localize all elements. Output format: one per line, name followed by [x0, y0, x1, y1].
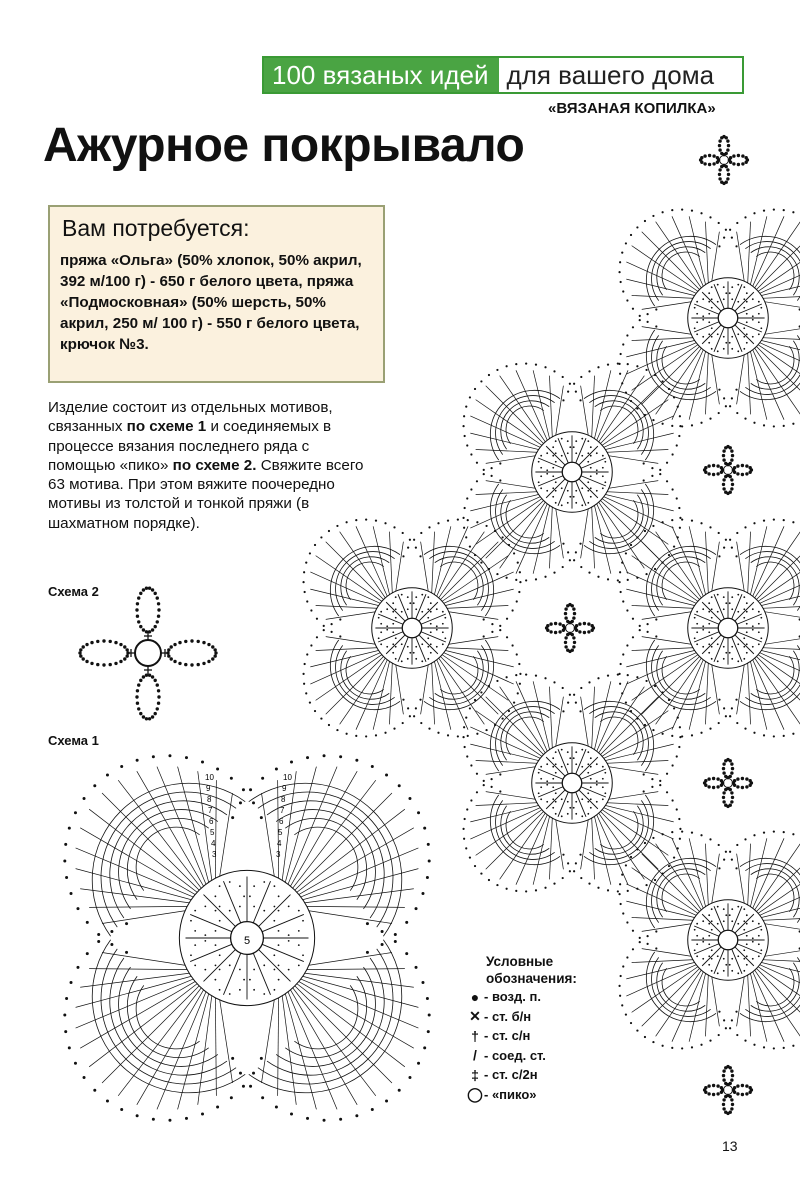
- double-crochet-icon: †: [471, 1027, 479, 1044]
- scheme1-row-number: 4: [211, 839, 216, 848]
- single-crochet-icon: ✕: [469, 1007, 481, 1024]
- scheme1-row-number: 8: [281, 795, 286, 804]
- description-bold-1: по схеме 1: [126, 418, 207, 436]
- legend-item: [466, 987, 577, 1007]
- scheme1-row-number: 3: [276, 850, 281, 859]
- picot-icon: ◯: [467, 1085, 483, 1102]
- legend-title-1: Условные: [486, 954, 554, 969]
- legend-label: - ст. с/н: [484, 1028, 531, 1044]
- legend-item: [466, 1026, 577, 1046]
- description-part-3: Свяжите всего 63 мотива. При этом вяжите поочередно мотивы из толстой и тонкой пряжи (в шахматном порядке).: [48, 456, 364, 532]
- description-part-2: и соединяемых в процессе вязания последнего ряда с помощью «пико»: [48, 418, 332, 474]
- slip-stitch-icon: /: [473, 1047, 477, 1064]
- page-title: Ажурное покрывало: [43, 119, 525, 172]
- legend-item: [466, 1007, 577, 1027]
- scheme1-row-number: 7: [208, 806, 213, 815]
- scheme1-row-number: 10: [283, 773, 292, 782]
- materials-heading: Вам потребуется:: [62, 215, 250, 241]
- legend-item: [466, 1065, 577, 1085]
- legend: [466, 953, 577, 1104]
- description-bold-2: по схеме 2.: [172, 456, 257, 474]
- materials-text: пряжа «Ольга» (50% хлопок, 50% акрил, 392 м/100 г) - 650 г белого цвета, пряжа «Подмосковная» (50% шерсть, 50% акрил, 250 м/ 100 г) - 550 г белого цвета, крючок №3.: [60, 252, 362, 353]
- scheme1-row-number: 10: [205, 773, 214, 782]
- scheme1-row-number: 8: [207, 795, 212, 804]
- scheme1-row-number: 3: [212, 850, 217, 859]
- legend-item: [466, 1085, 577, 1105]
- series-title-part2: для вашего дома: [506, 60, 715, 90]
- scheme1-row-number: 4: [277, 839, 282, 848]
- legend-label: - ст. с/2н: [484, 1067, 538, 1083]
- legend-title-2: обозначения:: [486, 971, 577, 986]
- treble-crochet-icon: ‡: [471, 1066, 479, 1083]
- legend-item: [466, 1046, 577, 1066]
- legend-label: - соед. ст.: [484, 1047, 546, 1063]
- series-title-part1: 100 вязаных идей: [264, 58, 499, 92]
- page-number: 13: [722, 1138, 738, 1154]
- scheme1-row-number: 9: [206, 784, 211, 793]
- description-part-1: Изделие состоит из отдельных мотивов, связанных: [48, 399, 333, 436]
- scheme1-row-number: 9: [282, 784, 287, 793]
- chain-stitch-icon: ●: [470, 988, 480, 1005]
- scheme1-center-number: 5: [243, 935, 251, 947]
- section-label: «ВЯЗАНАЯ КОПИЛКА»: [548, 100, 716, 117]
- legend-label: - возд. п.: [484, 989, 541, 1005]
- legend-label: - «пико»: [484, 1086, 537, 1102]
- scheme1-row-number: 5: [278, 828, 283, 837]
- scheme2-diagram: [78, 587, 217, 721]
- scheme1-row-number: 7: [280, 806, 285, 815]
- scheme1-label: Схема 1: [48, 733, 99, 748]
- scheme1-row-number: 6: [279, 817, 284, 826]
- legend-label: - ст. б/н: [484, 1008, 532, 1024]
- scheme1-row-number: 6: [209, 817, 214, 826]
- motif-grid: [302, 208, 800, 1049]
- scheme1-row-number: 5: [210, 828, 215, 837]
- scheme2-label: Схема 2: [48, 584, 99, 599]
